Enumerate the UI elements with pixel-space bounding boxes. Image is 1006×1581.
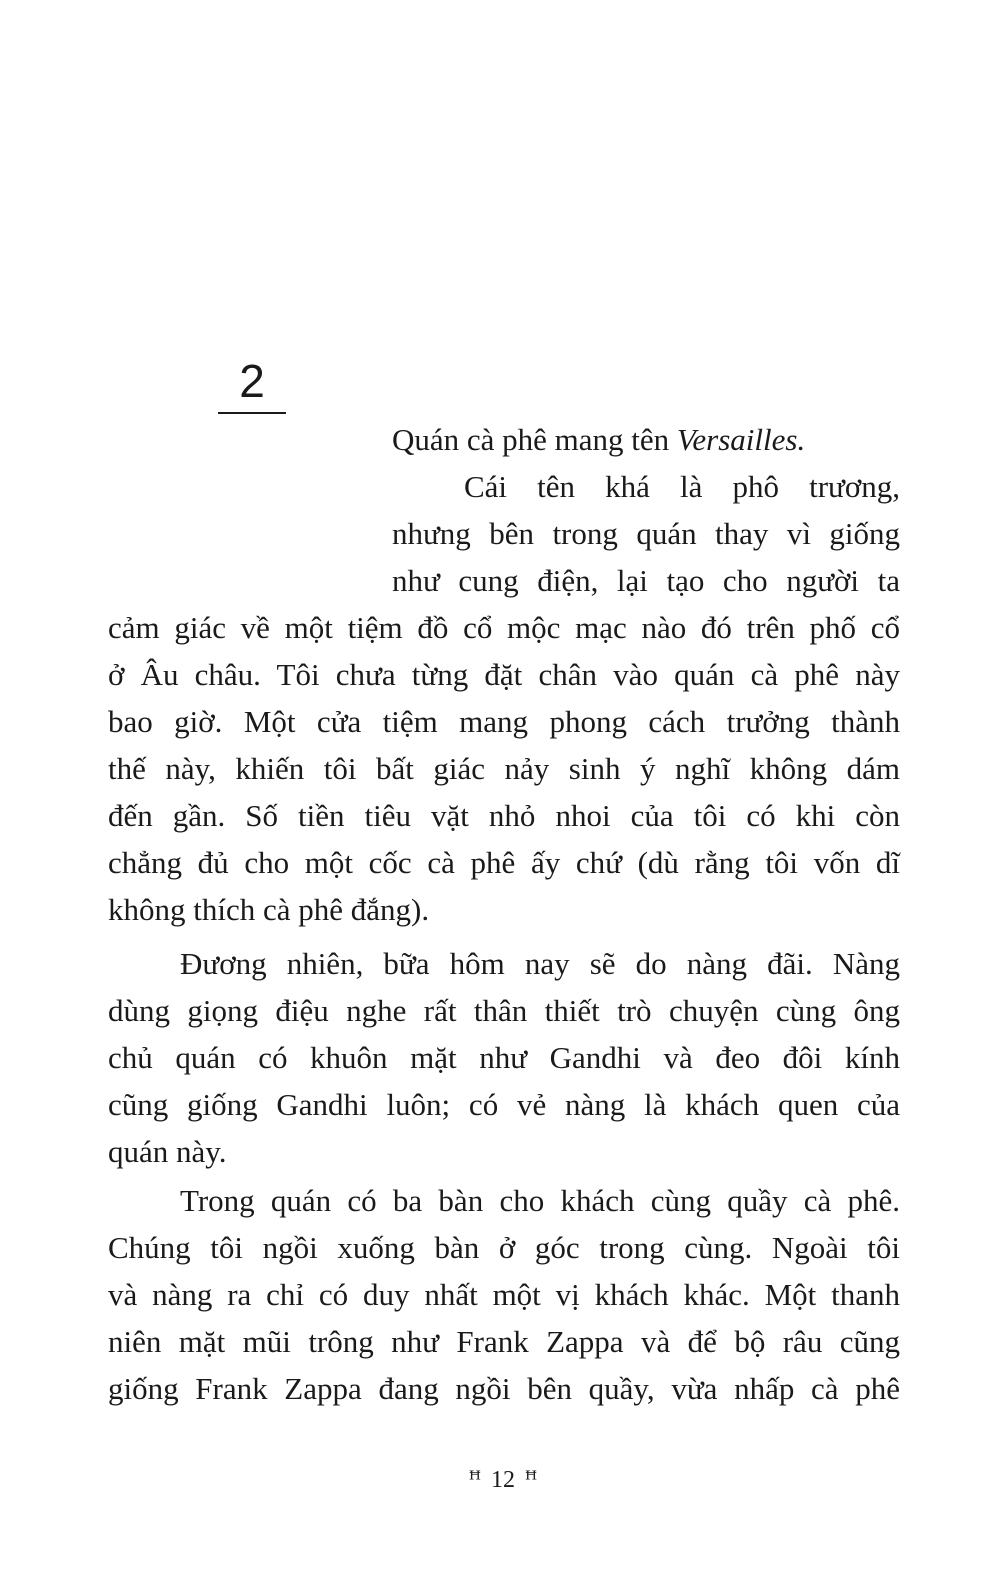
paragraph-1-opening: [108, 416, 900, 604]
ornament-left-icon: ꟸ: [468, 1467, 481, 1492]
text-line: không thích cà phê đắng).: [108, 892, 430, 927]
italic-cafe-name: Versailles.: [676, 422, 806, 457]
chapter-number: 2: [239, 355, 265, 407]
text-line: niên mặt mũi trông như Frank Zappa và để bộ râu cũng: [108, 1324, 900, 1359]
text-line: dùng giọng điệu nghe rất thân thiết trò chuyện cùng ông: [108, 993, 900, 1028]
ornament-right-icon: ꟸ: [525, 1467, 538, 1492]
text-run: Quán cà phê mang tên: [392, 422, 677, 457]
text-line: đến gần. Số tiền tiêu vặt nhỏ nhoi của tôi có khi còn: [108, 798, 900, 833]
paragraph-3: [108, 1177, 900, 1412]
text-line: chẳng đủ cho một cốc cà phê ấy chứ (dù rằng tôi vốn dĩ: [108, 845, 900, 880]
text-line: ở Âu châu. Tôi chưa từng đặt chân vào quán cà phê này: [108, 657, 900, 692]
text-line: cảm giác về một tiệm đồ cổ mộc mạc nào đó trên phố cổ: [108, 610, 900, 645]
text-line: Đương nhiên, bữa hôm nay sẽ do nàng đãi. Nàng: [180, 946, 900, 981]
text-line: bao giờ. Một cửa tiệm mang phong cách trưởng thành: [108, 704, 900, 739]
paragraph-1-body: [108, 604, 900, 933]
text-line: cũng giống Gandhi luôn; có vẻ nàng là khách quen của: [108, 1087, 900, 1122]
page-number: 12: [491, 1467, 515, 1493]
text-line: như cung điện, lại tạo cho người ta: [392, 563, 900, 598]
text-line: Cái tên khá là phô trương,: [464, 469, 900, 504]
text-line: thế này, khiến tôi bất giác nảy sinh ý nghĩ không dám: [108, 751, 900, 786]
text-line: Trong quán có ba bàn cho khách cùng quầy cà phê.: [180, 1183, 900, 1218]
text-line: chủ quán có khuôn mặt như Gandhi và đeo đôi kính: [108, 1040, 900, 1075]
text-line: quán này.: [108, 1134, 227, 1169]
text-line: Chúng tôi ngồi xuống bàn ở góc trong cùng. Ngoài tôi: [108, 1230, 900, 1265]
paragraph-2: [108, 940, 900, 1175]
text-line: và nàng ra chỉ có duy nhất một vị khách khác. Một thanh: [108, 1277, 900, 1312]
text-line: giống Frank Zappa đang ngồi bên quầy, vừa nhấp cà phê: [108, 1371, 900, 1406]
page-footer: [0, 1460, 1006, 1500]
text-line: [392, 416, 900, 463]
text-line: nhưng bên trong quán thay vì giống: [392, 516, 900, 551]
chapter-underline: [218, 412, 286, 414]
